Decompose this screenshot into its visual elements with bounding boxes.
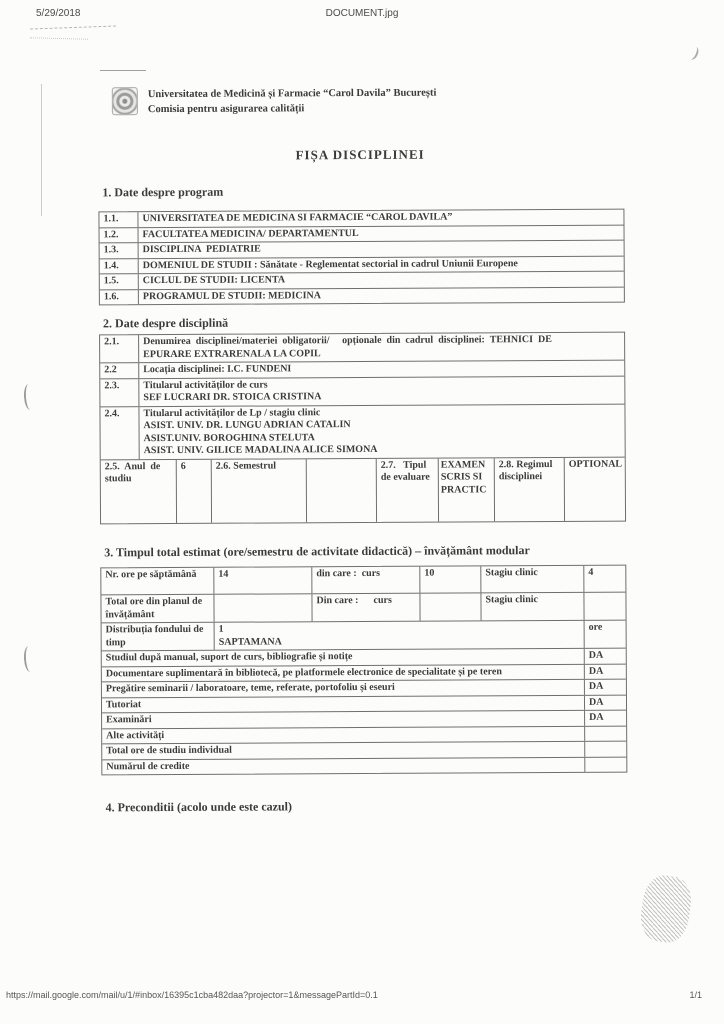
- cell-ore-saptamana-value: 14: [213, 567, 311, 594]
- table-row: [100, 224, 624, 242]
- cell-evaluare-value: EXAMEN SCRIS SI PRACTIC: [438, 458, 494, 521]
- row-number: 1.2.: [103, 228, 119, 240]
- cell-total-ore-plan: Total ore din planul de învățământ: [105, 595, 205, 620]
- activity-label: Studiul după manual, suport de curs, bibliografie și notițe: [105, 651, 353, 664]
- table-row: [102, 710, 626, 728]
- table-row: [102, 741, 626, 759]
- cell-semestrul-value: [306, 458, 376, 521]
- program-table: [98, 209, 624, 306]
- estimated-time-table: [100, 565, 627, 776]
- cell-anul-de-studiu: 2.5. Anul de studiu: [104, 460, 163, 485]
- cell-tipul-de-evaluare: 2.7. Tipul de evaluare: [376, 458, 438, 521]
- activity-label: Total ore de studiu individual: [106, 744, 232, 757]
- activity-label: Alte activități: [106, 729, 165, 741]
- cell-distributie-value: 1 SAPTAMANA: [214, 621, 584, 650]
- cell-stagiu-value: [583, 593, 625, 620]
- table-row-2-5: [101, 456, 625, 523]
- table-row: [101, 566, 625, 595]
- cell-stagiu-clinic: Stagiu clinic: [480, 593, 583, 621]
- university-name: Universitatea de Medicină și Farmacie “Carol Davila” București: [147, 87, 437, 101]
- print-filename: DOCUMENT.jpg: [325, 8, 399, 19]
- table-row: [102, 679, 626, 697]
- row-text: PROGRAMUL DE STUDII: MEDICINA: [138, 287, 624, 304]
- activity-value: [584, 726, 626, 741]
- row-number: 2.4.: [104, 407, 120, 419]
- table-row: [100, 271, 624, 289]
- section3-heading: 3. Timpul total estimat (ore/semestru de activitate didactică) – învățământ modular: [104, 543, 530, 560]
- activity-label: Pregătire seminarii / laboratoare, teme, referate, portofoliu și eseuri: [105, 681, 395, 695]
- row-text: Titularul activităților de Lp / stagiu clinic ASIST. UNIV. DR. LUNGU ADRIAN CATALIN ASIST.UNIV. BOROGHINA STELUTA ASIST. UNIV. GILICE MADALINA ALICE SIMONA: [138, 404, 624, 459]
- activity-value: [584, 757, 626, 772]
- table-row: [102, 694, 626, 712]
- cell-regim-value: OPTIONAL: [564, 457, 625, 520]
- activity-label: Documentare suplimentară în bibliotecă, pe platformele electronice de specialitate și pe teren: [105, 665, 502, 679]
- row-number: 2.1.: [104, 336, 120, 348]
- print-url: https://mail.google.com/mail/u/1/#inbox/16395c1cba482daa?projector=1&messagePartId=0.1: [6, 990, 378, 1000]
- table-row: [100, 240, 624, 258]
- row-text: UNIVERSITATEA DE MEDICINA SI FARMACIE “CAROL DAVILA”: [137, 210, 623, 227]
- discipline-table: [99, 332, 626, 524]
- table-row: [101, 592, 625, 623]
- cell-stagiu-clinic: Stagiu clinic: [480, 566, 583, 593]
- table-row: [100, 333, 624, 363]
- cell-total-ore-value: [213, 594, 311, 622]
- table-row: [100, 286, 624, 304]
- activity-value: DA: [584, 711, 626, 726]
- cell-curs-value: [419, 593, 480, 620]
- row-text: FACULTATEA MEDICINA/ DEPARTAMENTUL: [138, 225, 624, 242]
- activity-label: Numărul de credite: [106, 760, 190, 772]
- activity-value: DA: [584, 649, 626, 664]
- cell-din-care-curs: Din care : curs: [311, 594, 419, 622]
- table-row: [102, 756, 626, 774]
- university-seal-icon: [112, 87, 138, 115]
- section1-heading: 1. Date despre program: [102, 184, 224, 200]
- page-indicator: 1/1: [689, 990, 702, 1000]
- cell-regimul-disciplinei: 2.8. Regimul disciplinei: [494, 457, 564, 520]
- activity-value: DA: [584, 664, 626, 679]
- activity-value: DA: [584, 695, 626, 710]
- activity-label: Examinări: [106, 714, 152, 726]
- table-row: [100, 255, 624, 273]
- row-number: 1.6.: [103, 290, 119, 302]
- row-text: CICLUL DE STUDII: LICENTA: [138, 272, 624, 289]
- row-text: DISCIPLINA PEDIATRIE: [138, 241, 624, 258]
- section2-heading: 2. Date despre disciplină: [102, 315, 229, 331]
- table-row: [100, 375, 624, 406]
- document-title: FIȘA DISCIPLINEI: [295, 146, 425, 163]
- row-number: 1.4.: [103, 259, 119, 271]
- university-text: [148, 86, 437, 118]
- cell-semestrul: 2.6. Semestrul: [211, 459, 306, 522]
- cell-distributia-fondului: Distribuția fondului de timp: [105, 623, 206, 648]
- cell-anul-value: 6: [176, 459, 211, 522]
- row-text: Denumirea disciplinei/materiei obligatorii/ opționale din cadrul disciplinei: TEHNICI DE EPURARE EXTRARENALA LA COPIL: [138, 333, 624, 363]
- cell-ore-saptamana: Nr. ore pe săptămână: [105, 568, 197, 581]
- activity-value: DA: [584, 680, 626, 695]
- cell-din-care-curs: din care : curs: [311, 567, 419, 594]
- row-number: 2.3.: [104, 379, 120, 391]
- row-text: Locația disciplinei: I.C. FUNDENI: [138, 361, 624, 378]
- table-row: [102, 663, 626, 681]
- university-header: [112, 86, 437, 118]
- table-row: [100, 360, 624, 378]
- row-number: 1.1.: [103, 213, 119, 225]
- row-text: Titularul activităților de curs SEF LUCRARI DR. STOICA CRISTINA: [138, 376, 624, 406]
- row-number: 1.5.: [103, 275, 119, 287]
- activity-value: [584, 742, 626, 757]
- table-row: [100, 403, 624, 459]
- table-row: [102, 725, 626, 743]
- cell-stagiu-value: 4: [583, 566, 625, 592]
- university-committee: Comisia pentru asigurarea calității: [147, 103, 305, 116]
- cell-ore-label: ore: [584, 621, 626, 648]
- table-row: [102, 648, 626, 666]
- table-row: [99, 210, 623, 227]
- row-number: 1.3.: [103, 244, 119, 256]
- table-row: [102, 620, 626, 651]
- row-number: 2.2: [104, 364, 117, 376]
- row-text: DOMENIUL DE STUDII : Sănătate - Reglementat sectorial in cadrul Uniunii Europene: [138, 256, 624, 273]
- cell-curs-value: 10: [419, 566, 480, 592]
- section4-heading: 4. Preconditii (acolo unde este cazul): [105, 799, 292, 815]
- print-date: 5/29/2018: [36, 8, 81, 19]
- activity-label: Tutoriat: [105, 698, 142, 710]
